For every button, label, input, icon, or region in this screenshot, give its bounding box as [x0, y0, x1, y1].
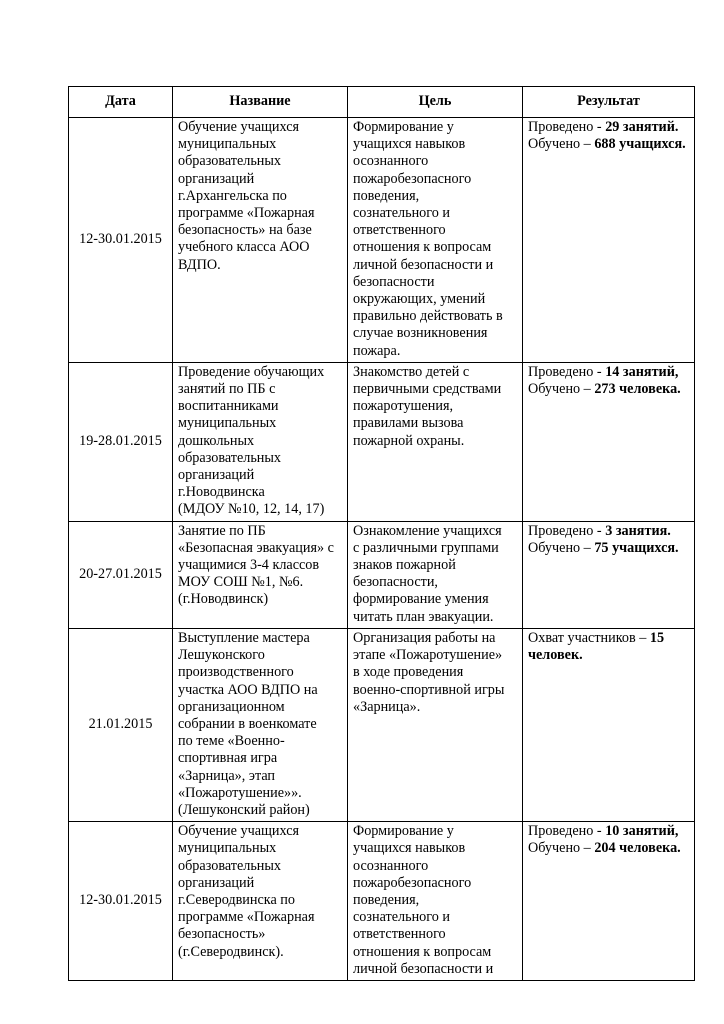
row-goal: Знакомство детей с первичными средствами пожаротушения, правилами вызова пожарной охраны.: [348, 362, 523, 521]
row-name: Обучение учащихся муниципальных образовательных организаций г.Северодвинска по программе «Пожарная безопасность» (г.Северодвинск).: [173, 822, 348, 981]
result-trained-label: Обучено –: [528, 840, 591, 857]
result-trained-label: Обучено –: [528, 136, 591, 153]
row-name: Выступление мастера Лешуконского производственного участка АОО ВДПО на организационном собрании в военкомате по теме «Военно- спортивная игра «Зарница», этап «Пожаротушение»». (Лешуконский район): [173, 628, 348, 821]
result-held-value: 10 занятий,: [605, 823, 679, 840]
result-trained-value: 273 человека.: [594, 381, 681, 398]
result-held-label: Проведено -: [528, 522, 602, 539]
result-trained-value: 688 учащихся.: [594, 136, 686, 153]
result-held-value: 29 занятий.: [605, 119, 679, 135]
result-trained-label: Обучено –: [528, 539, 591, 556]
result-trained-value: 204 человека.: [594, 840, 681, 857]
table-row: [69, 628, 695, 821]
row-date: 12-30.01.2015: [69, 118, 173, 363]
row-date: 20-27.01.2015: [69, 521, 173, 628]
row-result: [523, 822, 695, 981]
row-date: 12-30.01.2015: [69, 822, 173, 981]
table-header: [69, 87, 695, 118]
row-goal: Организация работы на этапе «Пожаротушение» в ходе проведения военно-спортивной игры «Зарница».: [348, 628, 523, 821]
result-trained-label: Обучено –: [528, 381, 591, 398]
row-date: 19-28.01.2015: [69, 362, 173, 521]
header-row: [69, 87, 695, 118]
result-held-value: 3 занятия.: [605, 522, 671, 539]
row-goal: Формирование у учащихся навыков осознанного пожаробезопасного поведения, сознательного и ответственного отношения к вопросам личной безопасности и: [348, 822, 523, 981]
result-held-value: 14 занятий,: [605, 363, 679, 380]
row-name: Проведение обучающих занятий по ПБ с воспитанниками муниципальных дошкольных образовательных организаций г.Новодвинска (МДОУ №10, 12, 14, 17): [173, 362, 348, 521]
table-row: [69, 362, 695, 521]
header-name: Название: [173, 87, 348, 118]
row-name: Занятие по ПБ «Безопасная эвакуация» с учащимися 3-4 классов МОУ СОШ №1, №6. (г.Новодвинск): [173, 521, 348, 628]
result-held-label: Проведено -: [528, 119, 602, 135]
row-date: 21.01.2015: [69, 628, 173, 821]
header-date: Дата: [69, 87, 173, 118]
result-coverage-value: 15 человек.: [528, 629, 665, 664]
row-result: [523, 118, 695, 363]
result-coverage-label: Охват участников –: [528, 629, 647, 646]
row-goal: Ознакомление учащихся с различными группами знаков пожарной безопасности, формирование умения читать план эвакуации.: [348, 521, 523, 628]
table-row: [69, 118, 695, 363]
result-held-label: Проведено -: [528, 363, 602, 380]
table-row: [69, 521, 695, 628]
result-trained-value: 75 учащихся.: [594, 539, 679, 556]
table-body: [69, 118, 695, 981]
row-result: [523, 628, 695, 821]
table-row: [69, 822, 695, 981]
header-goal: Цель: [348, 87, 523, 118]
row-goal: Формирование у учащихся навыков осознанного пожаробезопасного поведения, сознательного и ответственного отношения к вопросам личной безопасности и безопасности окружающих, умений правильно действовать в случае возникновения пожара.: [348, 118, 523, 363]
row-result: [523, 521, 695, 628]
result-held-label: Проведено -: [528, 823, 602, 840]
row-result: [523, 362, 695, 521]
row-name: Обучение учащихся муниципальных образовательных организаций г.Архангельска по программе «Пожарная безопасность» на базе учебного класса АОО ВДПО.: [173, 118, 348, 363]
header-result: Результат: [523, 87, 695, 118]
activities-table: [68, 86, 695, 981]
